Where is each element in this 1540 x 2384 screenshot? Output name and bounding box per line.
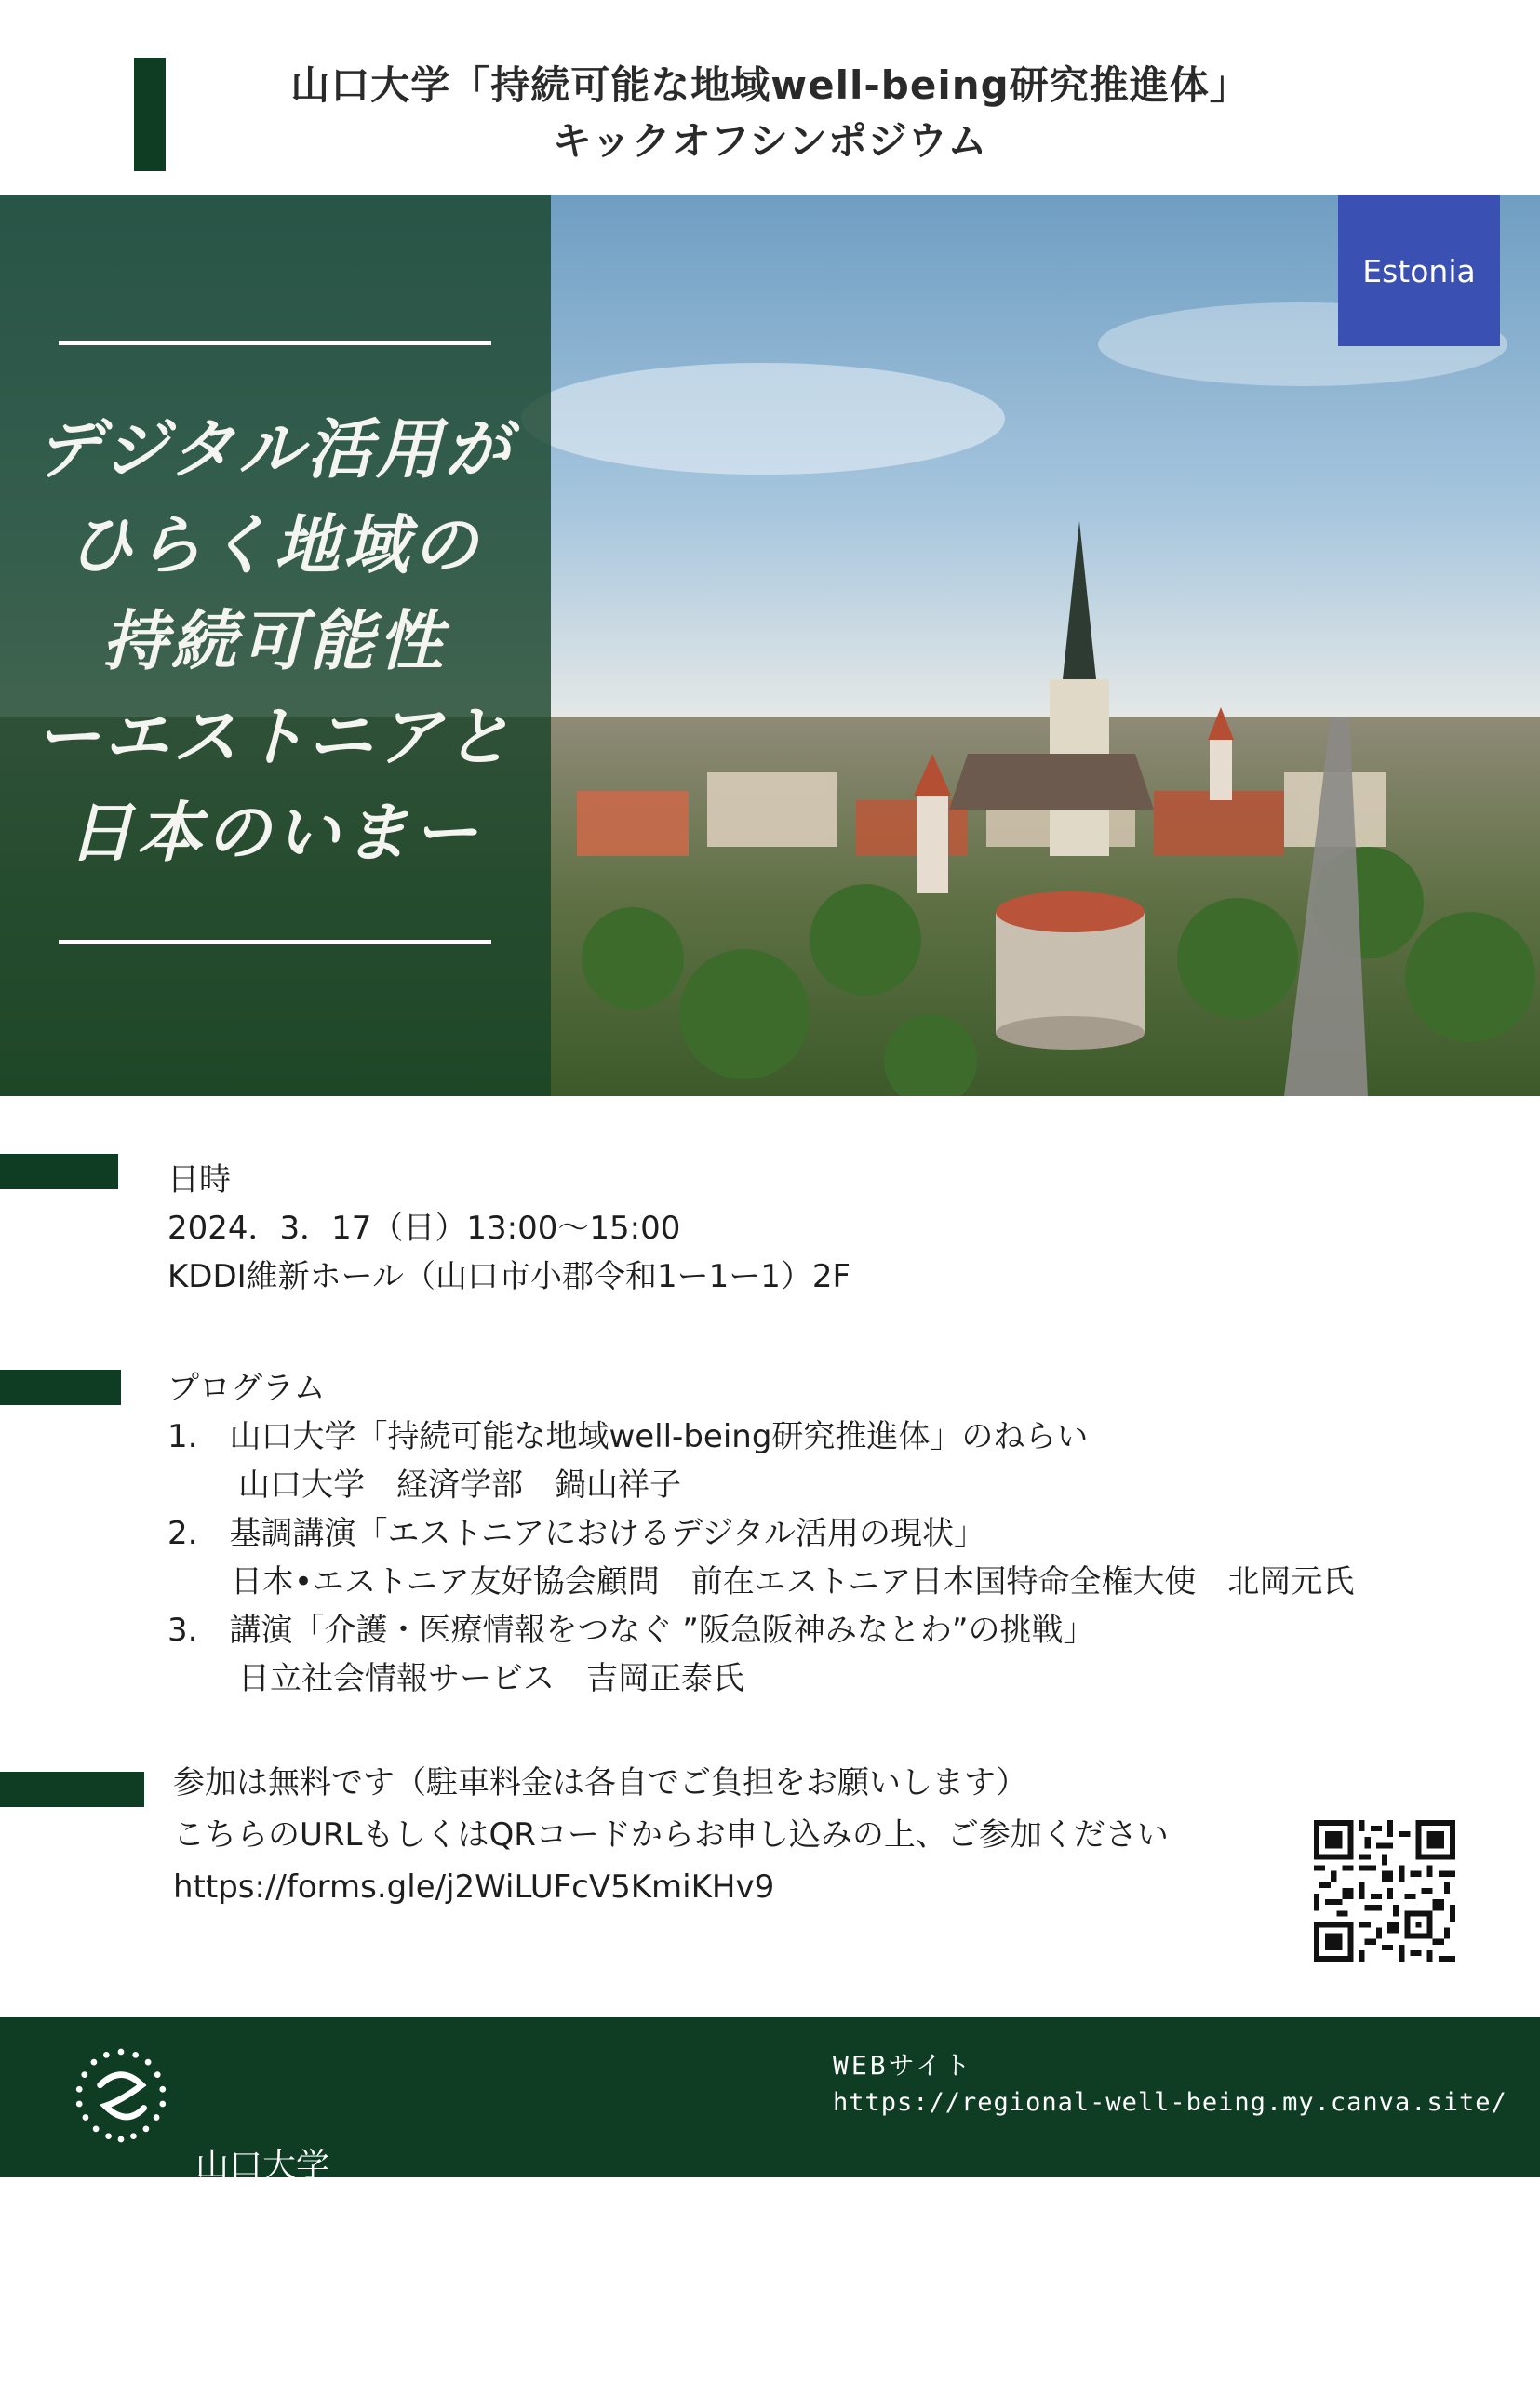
footer-org-line-1: 山口大学 [195, 2147, 330, 2185]
program-heading: プログラム [167, 1370, 326, 1407]
registration-instructions: こちらのURLもしくはQRコードからお申し込みの上、ご参加ください [173, 1816, 1169, 1854]
title-line-1: 山口大学「持続可能な地域well-being研究推進体」 [290, 62, 1250, 108]
footer-org-line-2: 持続可能な地域well-being研究推進体 [195, 2292, 770, 2330]
footer-website-link[interactable]: https://regional-well-being.my.canva.site/ [833, 2088, 1507, 2117]
schedule-date: 2024．3．17（日）13:00～15:00 [167, 1210, 681, 1247]
hero-title-line: 持続可能性 [102, 603, 447, 679]
schedule-section-bar [0, 1154, 118, 1189]
hero-title-line: ーエストニアと [34, 699, 515, 775]
program-item-speaker: 日本•エストニア友好協会顧問 前在エストニア日本国特命全権大使 北岡元氏 [231, 1563, 1355, 1600]
footer-organization [195, 2045, 770, 2384]
hero-top-rule [59, 341, 491, 345]
program-item-title: 2. 基調講演「エストニアにおけるデジタル活用の現状」 [167, 1515, 986, 1552]
hero-banner [0, 195, 1540, 1096]
registration-qr-code[interactable] [1314, 1820, 1455, 1962]
organization-logo-icon [69, 2043, 173, 2148]
schedule-venue: KDDI維新ホール（山口市小郡令和1ー1ー1）2F [167, 1258, 851, 1295]
hero-title-line: デジタル活用が [35, 411, 514, 488]
program-item-speaker: 山口大学 経済学部 鍋山祥子 [238, 1467, 681, 1504]
schedule-heading: 日時 [167, 1161, 231, 1199]
registration-note: 参加は無料です（駐車料金は各自でご負担をお願いします） [173, 1764, 1027, 1801]
registration-section-bar [0, 1772, 144, 1807]
hero-title [19, 402, 530, 881]
hero-title-line: ひらく地域の [68, 507, 481, 583]
program-item-title: 1. 山口大学「持続可能な地域well-being研究推進体」のねらい [167, 1418, 1089, 1455]
header-accent-bar [134, 58, 166, 171]
program-item-title: 3. 講演「介護・医療情報をつなぐ ”阪急阪神みなとわ”の挑戦」 [167, 1612, 1095, 1649]
program-item-speaker: 日立社会情報サービス 吉岡正泰氏 [238, 1660, 744, 1697]
title-line-2: キックオフシンポジウム [552, 118, 988, 164]
location-tag: Estonia [1338, 195, 1500, 346]
footer-website-label: WEBサイト [833, 2050, 973, 2081]
program-section-bar [0, 1370, 121, 1405]
registration-url-link[interactable]: https://forms.gle/j2WiLUFcV5KmiKHv9 [173, 1868, 775, 1906]
hero-bottom-rule [59, 940, 491, 944]
page-title [186, 58, 1354, 169]
hero-title-line: 日本のいまー [68, 795, 481, 871]
